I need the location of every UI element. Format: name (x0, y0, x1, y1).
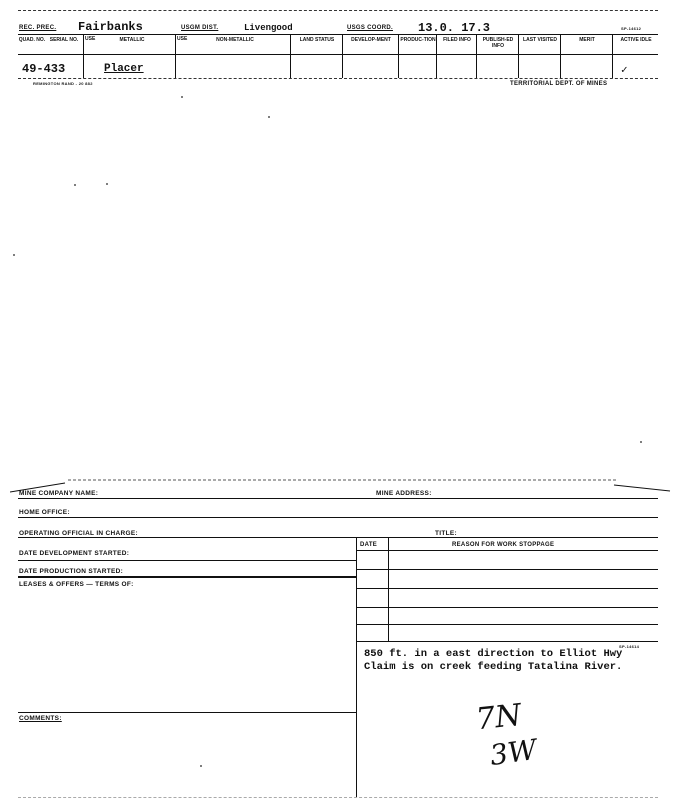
stoppage-row-rule (356, 588, 658, 589)
col-divider (560, 34, 561, 78)
col-metallic: METALLIC (119, 37, 145, 43)
header-rule (18, 34, 658, 35)
scan-speck (13, 254, 15, 256)
reason-column-header: REASON FOR WORK STOPPAGE (452, 542, 555, 548)
dev-started-rule (18, 560, 356, 561)
leases-bottom-rule (18, 712, 356, 713)
col-development: DEVELOP-MENT (351, 37, 391, 43)
col-divider (175, 34, 176, 78)
mine-row-rule (18, 498, 658, 499)
col-divider (398, 34, 399, 78)
leases-offers-label: LEASES & OFFERS — TERMS OF: (19, 581, 134, 588)
metallic-value: Placer (104, 63, 144, 75)
handwritten-township: 7N (474, 697, 524, 738)
col-merit: MERIT (579, 37, 595, 43)
date-production-started-label: DATE PRODUCTION STARTED: (19, 568, 124, 575)
stoppage-row-rule (356, 569, 658, 570)
usgs-coord-value: 13.0. 17.3 (418, 21, 491, 35)
operating-official-label: OPERATING OFFICIAL IN CHARGE: (19, 530, 138, 537)
form-number-small: SP-14614 (619, 644, 640, 649)
note-line-1: 850 ft. in a east direction to Elliot Hwy (364, 648, 623, 660)
stoppage-header-rule (356, 550, 658, 551)
stoppage-row-rule (356, 607, 658, 608)
prod-started-rule (18, 576, 356, 578)
printer-credit: REMINGTON RAND - 20 882 (33, 81, 93, 86)
stoppage-table-left-rule (356, 537, 357, 797)
row-dashed-rule (18, 78, 658, 79)
col-filed-info: FILED INFO (443, 37, 471, 43)
mine-address-label: MINE ADDRESS: (376, 490, 432, 497)
top-dashed-rule (18, 10, 658, 11)
scan-speck (106, 183, 108, 185)
col-divider (290, 34, 291, 78)
comments-label: COMMENTS: (19, 715, 62, 722)
col-published-info: PUBLISH-ED INFO (482, 37, 514, 49)
official-rule (18, 537, 658, 538)
col-production: PRODUC-TION (400, 37, 436, 43)
stoppage-row-rule (356, 641, 658, 642)
col-land-status: LAND STATUS (299, 37, 335, 43)
date-development-started-label: DATE DEVELOPMENT STARTED: (19, 550, 130, 557)
col-divider (342, 34, 343, 78)
dept-label: TERRITORIAL DEPT. OF MINES (510, 81, 608, 87)
stoppage-table-date-rule (388, 537, 389, 641)
col-use-1: USE (85, 36, 96, 42)
col-serial: SERIAL NO. (49, 37, 79, 43)
scan-speck (268, 116, 270, 118)
col-divider (436, 34, 437, 78)
rec-prec-value: Fairbanks (78, 20, 143, 34)
usgm-dist-label: USGM DIST. (181, 25, 219, 31)
col-non-metallic: NON-METALLIC (216, 37, 254, 43)
quad-serial-value: 49-433 (22, 62, 66, 76)
column-header-rule (18, 54, 658, 55)
form-number: SP-14612 (621, 26, 642, 31)
usgm-dist-value: Livengood (244, 23, 293, 33)
scan-speck (181, 96, 183, 98)
col-divider (518, 34, 519, 78)
date-column-header: DATE (360, 542, 378, 548)
bottom-faint-rule (18, 797, 658, 798)
title-label: TITLE: (435, 530, 458, 537)
col-last-visited: LAST VISITED (523, 37, 557, 43)
col-use-2: USE (177, 36, 188, 42)
rec-prec-label: REC. PREC. (19, 25, 57, 31)
scan-speck (74, 184, 76, 186)
stoppage-row-rule (356, 624, 658, 625)
note-line-2: Claim is on creek feeding Tatalina River. (364, 661, 623, 673)
col-quad: QUAD. NO. (18, 37, 46, 43)
col-divider (476, 34, 477, 78)
home-office-label: HOME OFFICE: (19, 509, 70, 516)
active-check-mark: ✓ (621, 65, 628, 77)
scan-speck (640, 441, 642, 443)
col-divider (83, 34, 84, 78)
mine-company-name-label: MINE COMPANY NAME: (19, 490, 99, 497)
scan-speck (200, 765, 202, 767)
handwritten-range: 3W (487, 732, 539, 773)
home-office-rule (18, 517, 658, 518)
lower-card-edge (10, 475, 672, 495)
usgs-coord-label: USGS COORD. (347, 25, 393, 31)
col-divider (612, 34, 613, 78)
col-active-idle: ACTIVE IDLE (620, 37, 652, 43)
